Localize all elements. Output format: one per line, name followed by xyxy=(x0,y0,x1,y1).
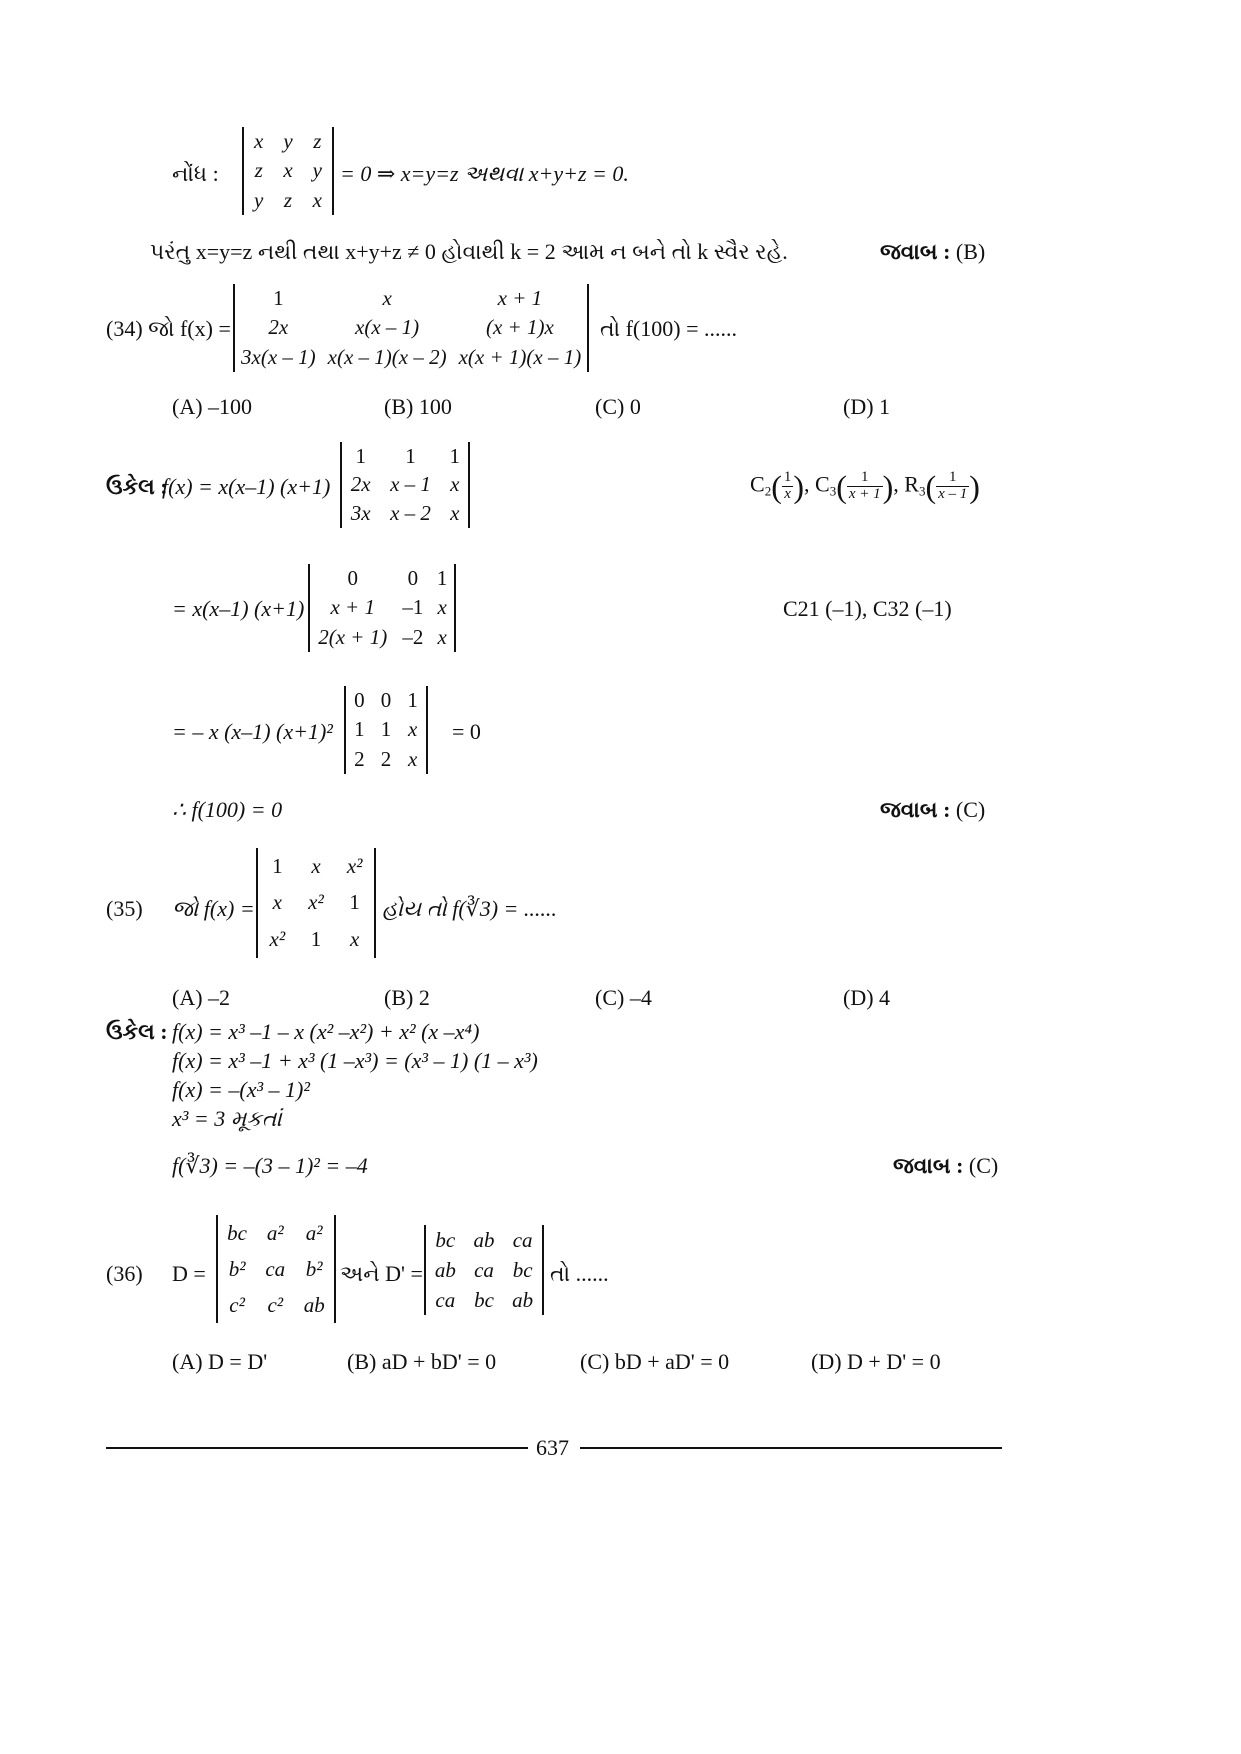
q36-d-lhs: D = xyxy=(172,1261,206,1286)
matrix-cell: x xyxy=(254,129,264,154)
q36-rhs: તો ...... xyxy=(550,1261,609,1286)
matrix-cell: x(x – 1) xyxy=(355,315,420,340)
matrix-cell: x xyxy=(312,187,322,212)
op-c3-sub: 3 xyxy=(829,483,837,499)
matrix-cell: 2x xyxy=(268,315,289,340)
op-r3-den: x – 1 xyxy=(938,485,968,502)
matrix-cell: 1 xyxy=(349,890,360,915)
q36-mid: અને D' = xyxy=(340,1261,423,1286)
matrix-cell: 3x xyxy=(350,501,371,526)
matrix-cell: ca xyxy=(474,1257,494,1282)
q34-determinant xyxy=(233,284,589,372)
sol34-operation-1: $C_2$( $\frac{1}{x}$ ), $C_3$( $\frac{1}{x + 1}$ ), $R_3$( $\frac{1}{x - 1}$ ) xyxy=(750,468,980,505)
answer-value: (C) xyxy=(968,1153,999,1178)
matrix-cell: x(x + 1)(x – 1) xyxy=(458,344,582,369)
q35-option-a: (A) –2 xyxy=(172,985,231,1010)
matrix-cell: 1 xyxy=(272,853,283,878)
matrix-cell: x – 1 xyxy=(390,472,431,497)
page-number: 637 xyxy=(536,1435,569,1460)
matrix-cell: y xyxy=(254,187,264,212)
matrix-cell: 1 xyxy=(405,443,416,468)
matrix-cell: 0 xyxy=(407,566,419,591)
q36-number: (36) xyxy=(106,1261,143,1286)
matrix-cell: –2 xyxy=(402,624,424,649)
matrix-cell: x xyxy=(283,158,293,183)
q35-option-c: (C) –4 xyxy=(595,985,652,1010)
matrix-cell: 0 xyxy=(354,688,365,713)
matrix-cell: 1 xyxy=(310,927,322,952)
matrix-cell: (x + 1)x xyxy=(485,315,554,340)
matrix-cell: ab xyxy=(303,1292,325,1317)
note-label: નોંધ : xyxy=(172,161,219,186)
op-c2-den: x xyxy=(784,485,791,502)
matrix-cell: y xyxy=(283,129,293,154)
answer-value: (B) xyxy=(955,239,986,264)
sol34-determinant-2 xyxy=(308,564,456,652)
q36-option-c: (C) bD + aD' = 0 xyxy=(580,1349,730,1374)
q34-option-a: (A) –100 xyxy=(172,394,253,419)
matrix-cell: x xyxy=(450,472,460,497)
matrix-cell: b² xyxy=(305,1256,323,1281)
footer-rule-left xyxy=(106,1447,528,1449)
matrix-cell: 0 xyxy=(347,566,358,591)
sol34-step1-lhs: f(x) = x(x–1) (x+1) xyxy=(162,474,331,499)
matrix-cell: bc xyxy=(474,1287,494,1312)
matrix-cell: x(x – 1)(x – 2) xyxy=(327,344,447,369)
matrix-cell: a² xyxy=(266,1220,284,1245)
matrix-cell: x xyxy=(349,927,360,952)
sol34-step2-lhs: = x(x–1) (x+1) xyxy=(172,596,305,621)
matrix-cell: x – 2 xyxy=(390,501,431,526)
op-c3: C xyxy=(815,471,830,497)
answer-value: (C) xyxy=(955,797,986,822)
note-answer xyxy=(880,241,985,263)
matrix-cell: z xyxy=(254,158,263,183)
matrix-cell: 2x xyxy=(350,472,371,497)
sol35-line-1: f(x) = x³ –1 – x (x² –x²) + x² (x –x⁴) xyxy=(172,1019,480,1044)
matrix-cell: bc xyxy=(227,1220,247,1245)
matrix-cell: 0 xyxy=(380,688,392,713)
q36-determinant-d-prime xyxy=(424,1225,544,1315)
matrix-cell: bc xyxy=(512,1257,533,1282)
matrix-cell: x + 1 xyxy=(330,595,375,620)
matrix-cell: z xyxy=(283,187,293,212)
q34-option-b: (B) 100 xyxy=(384,394,452,419)
op-c3-den: x + 1 xyxy=(848,485,881,502)
matrix-cell: ab xyxy=(434,1257,456,1282)
q35-option-b: (B) 2 xyxy=(384,985,430,1010)
sol35-answer xyxy=(893,1155,998,1177)
sol34-operation-2: C21 (–1), C32 (–1) xyxy=(783,596,952,621)
sol35-line-2: f(x) = x³ –1 + x³ (1 –x³) = (x³ – 1) (1 – x³) xyxy=(172,1048,538,1073)
note-rhs: = 0 ⇒ x=y=z અથવા x+y+z = 0. xyxy=(340,161,629,186)
q34-option-d: (D) 1 xyxy=(843,394,891,419)
matrix-cell: 1 xyxy=(436,566,448,591)
sol34-step3-rhs: = 0 xyxy=(452,719,481,744)
matrix-cell: a² xyxy=(305,1220,323,1245)
matrix-cell: x xyxy=(311,853,321,878)
q35-determinant xyxy=(256,848,376,958)
q35-lhs: જો f(x) = xyxy=(172,896,255,921)
matrix-cell: 2(x + 1) xyxy=(318,624,388,649)
matrix-cell: 1 xyxy=(407,688,418,713)
sol34-label: ઉકેલ : xyxy=(106,474,168,499)
matrix-cell: x xyxy=(407,717,418,742)
sol35-line-3: f(x) = –(x³ – 1)² xyxy=(172,1077,310,1102)
sol34-determinant-1 xyxy=(340,442,470,528)
matrix-cell: ab xyxy=(512,1287,534,1312)
sol34-step3-lhs: = – x (x–1) (x+1)² xyxy=(172,719,333,744)
matrix-cell: –1 xyxy=(402,595,424,620)
footer-rule-right xyxy=(580,1447,1002,1449)
answer-label: જવાબ : xyxy=(893,1153,964,1178)
sol35-label: ઉકેલ : xyxy=(106,1019,168,1044)
op-r3-sub: 3 xyxy=(918,483,926,499)
sol35-line-4: x³ = 3 મૂકતાં xyxy=(172,1106,282,1131)
matrix-cell: 1 xyxy=(449,443,461,468)
sol35-line-5: f(∛3) = –(3 – 1)² = –4 xyxy=(172,1153,368,1178)
matrix-cell: ca xyxy=(265,1256,286,1281)
q34-option-c: (C) 0 xyxy=(595,394,641,419)
q35-number: (35) xyxy=(106,896,143,921)
matrix-cell: x + 1 xyxy=(497,286,543,311)
matrix-cell: c² xyxy=(229,1292,245,1317)
matrix-cell: ca xyxy=(435,1287,456,1312)
matrix-cell: 1 xyxy=(355,443,366,468)
matrix-cell: x² xyxy=(269,927,286,952)
matrix-cell: x xyxy=(272,890,282,915)
matrix-cell: z xyxy=(313,129,322,154)
op-r3-num: 1 xyxy=(936,470,969,487)
matrix-cell: 1 xyxy=(354,717,365,742)
op-c3-num: 1 xyxy=(847,470,883,487)
answer-label: જવાબ : xyxy=(880,797,951,822)
sol34-answer xyxy=(880,799,985,821)
matrix-cell: 3x(x – 1) xyxy=(241,344,316,369)
matrix-cell: c² xyxy=(267,1292,284,1317)
matrix-cell: b² xyxy=(228,1256,246,1281)
matrix-cell: y xyxy=(312,158,322,183)
matrix-cell: ca xyxy=(512,1227,533,1252)
note-line2: પરંતુ x=y=z નથી તથા x+y+z ≠ 0 હોવાથી k = 2 આમ ન બને તો k સ્વૈર રહે. xyxy=(150,239,788,264)
matrix-cell: x xyxy=(437,624,447,649)
op-c2-num: 1 xyxy=(783,469,792,485)
matrix-cell: 1 xyxy=(380,717,392,742)
q34-lhs: (34) જો f(x) = xyxy=(106,316,231,341)
matrix-cell: x xyxy=(450,501,460,526)
sol34-determinant-3 xyxy=(344,686,428,774)
matrix-cell: 1 xyxy=(273,286,284,311)
sol34-conclusion: ∴ f(100) = 0 xyxy=(172,797,283,822)
matrix-cell: x² xyxy=(346,853,363,878)
matrix-cell: x xyxy=(382,286,392,311)
q36-option-d: (D) D + D' = 0 xyxy=(811,1349,941,1374)
matrix-cell: bc xyxy=(435,1227,456,1252)
answer-label: જવાબ : xyxy=(880,239,951,264)
q35-option-d: (D) 4 xyxy=(843,985,891,1010)
note-determinant xyxy=(242,127,334,215)
matrix-cell: ab xyxy=(473,1227,495,1252)
op-c2: C xyxy=(750,471,765,497)
op-c2-sub: 2 xyxy=(764,483,772,499)
matrix-cell: 2 xyxy=(354,746,365,771)
matrix-cell: x xyxy=(407,746,418,771)
matrix-cell: x² xyxy=(308,890,324,915)
matrix-cell: 2 xyxy=(380,746,392,771)
q36-determinant-d xyxy=(216,1215,336,1323)
q36-option-a: (A) D = D' xyxy=(172,1349,268,1374)
q35-rhs: હોય તો f(∛3) = ...... xyxy=(382,896,557,921)
op-r3: R xyxy=(904,471,919,497)
matrix-cell: x xyxy=(437,595,447,620)
q34-rhs: તો f(100) = ...... xyxy=(600,316,737,341)
q36-option-b: (B) aD + bD' = 0 xyxy=(347,1349,497,1374)
